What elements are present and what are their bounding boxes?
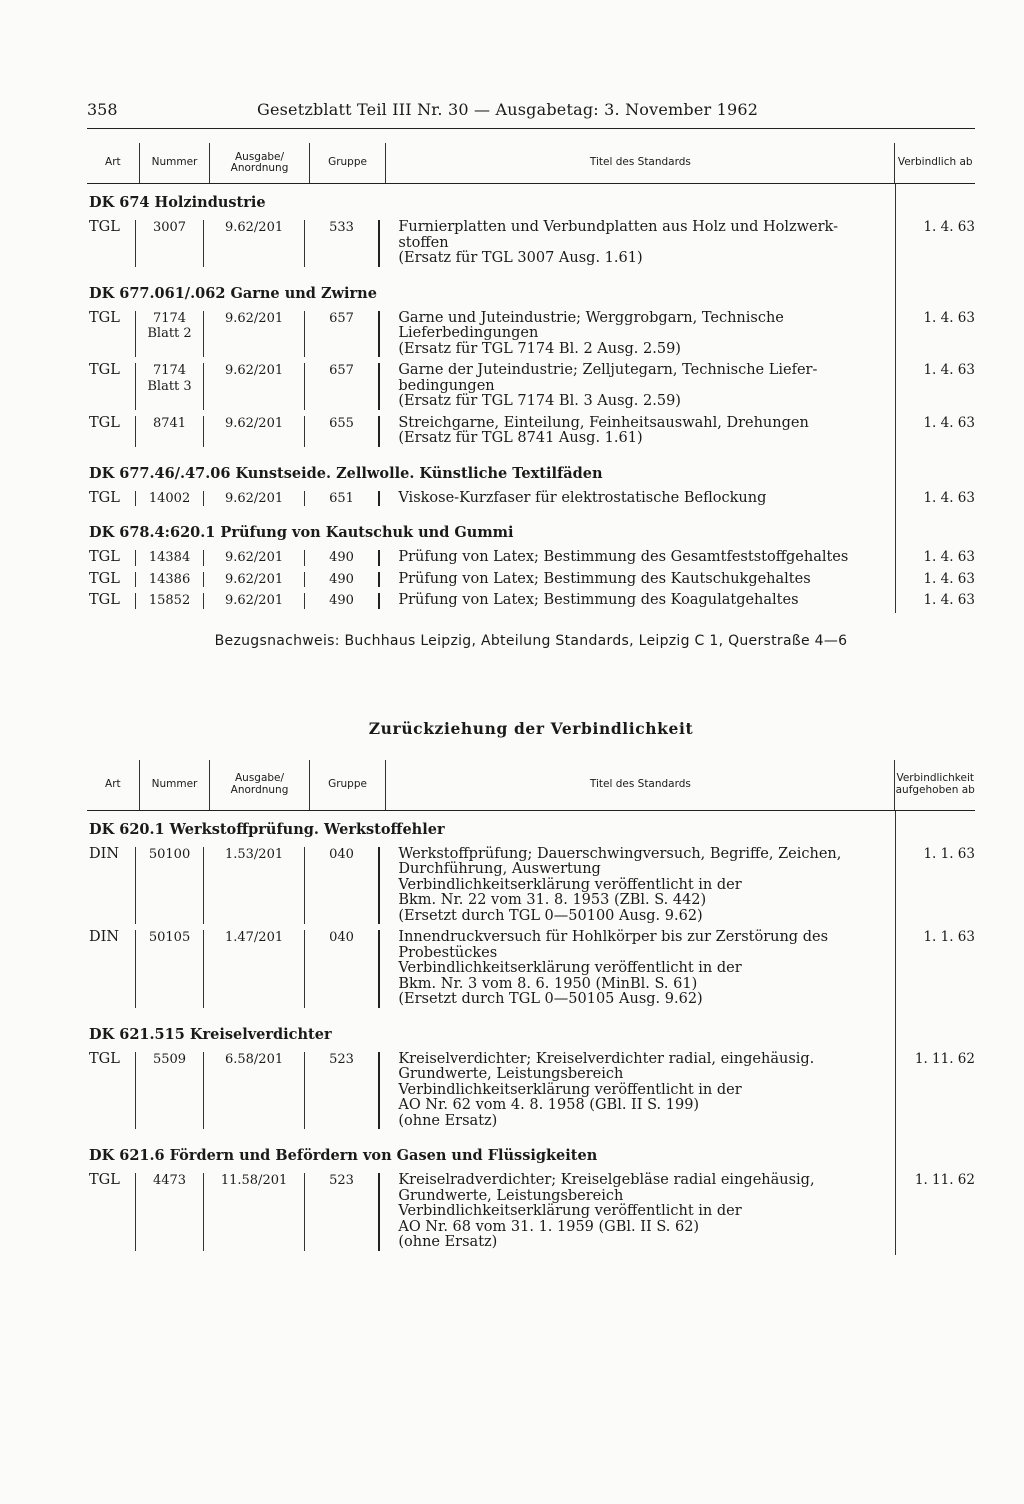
cell-datum: 1. 4. 63 [923,309,975,326]
cell-art: TGL [89,570,120,587]
cell-art: DIN [89,929,120,945]
cell-ausgabe: 11.58/201 [204,1173,304,1251]
section-title: Zurückziehung der Verbindlichkeit [368,718,694,738]
cell-line: (Ersetzt durch TGL 0—50100 Ausg. 9.62) [398,907,703,924]
cell-line: (Ersatz für TGL 8741 Ausg. 1.61) [398,430,643,446]
cell-line: 14384 [148,550,191,565]
table1-header [87,143,975,184]
cell-ausgabe: 9.62/201 [204,572,304,588]
cell-line: AO Nr. 62 vom 4. 8. 1958 (GBl. II S. 199) [398,1097,700,1113]
cell-line: stoffen [398,234,449,251]
col-verbindlichkeit-aufgehoben: Verbindlichkeit aufgehoben ab [895,772,975,796]
header-title: Gesetzblatt Teil III Nr. 30 — Ausgabetag: 3. November 1962 [257,100,759,119]
cell-art: DIN [89,845,120,862]
cell-line: Verbindlichkeitserklärung veröffentlicht in der [398,876,742,893]
cell-line: Verbindlichkeitserklärung veröffentlicht in der [398,1081,742,1098]
cell-titel [380,572,885,588]
cell-art: TGL [89,489,120,506]
cell-line: Grundwerte, Leistungsbereich [398,1066,624,1082]
cell-line: (Ersatz für TGL 3007 Ausg. 1.61) [398,250,643,266]
cell-titel [380,550,885,566]
table1-body [87,184,975,613]
cell-titel [380,416,885,447]
dk-heading: DK 677.061/.062 Garne und Zwirne [89,284,377,302]
cell-line: 50100 [148,846,191,862]
cell-line: Bkm. Nr. 3 vom 8. 6. 1950 (MinBl. S. 61) [398,975,698,992]
cell-art: TGL [89,1050,120,1067]
table-row [87,591,975,613]
cell-line: 14386 [148,571,191,587]
table-row [87,218,975,271]
cell-line: Garne und Juteindustrie; Werggrobgarn, Technische [398,309,784,326]
cell-ausgabe: 1.47/201 [204,930,304,1008]
cell-datum: 1. 11. 62 [914,1172,975,1188]
cell-nummer [135,930,205,1008]
cell-datum: 1. 1. 63 [923,845,975,862]
cell-line: (Ersetzt durch TGL 0—50105 Ausg. 9.62) [398,991,703,1007]
cell-ausgabe: 9.62/201 [204,593,304,609]
cell-line: Grundwerte, Leistungsbereich [398,1187,624,1204]
cell-line: Garne der Juteindustrie; Zelljutegarn, Technische Liefer- [398,362,818,378]
cell-line: Viskose-Kurzfaser für elektrostatische Beflockung [398,489,767,506]
cell-datum: 1. 4. 63 [923,489,975,506]
cell-ausgabe: 6.58/201 [204,1052,304,1130]
cell-gruppe: 040 [305,847,381,925]
cell-titel [380,311,885,358]
cell-ausgabe: 9.62/201 [204,311,304,358]
cell-line: Verbindlichkeitserklärung veröffentlicht in der [398,960,742,976]
cell-line: Bkm. Nr. 22 vom 31. 8. 1953 (ZBl. S. 442) [398,892,707,908]
table-row [87,309,975,362]
dk-heading: DK 678.4:620.1 Prüfung von Kautschuk und Gummi [89,524,514,541]
cell-datum: 1. 4. 63 [923,549,975,565]
dk-heading: DK 621.515 Kreiselverdichter [89,1025,332,1043]
cell-nummer [135,363,205,410]
dk-heading: DK 674 Holzindustrie [89,194,266,211]
col-art: Art [87,760,140,810]
cell-titel [380,593,885,609]
cell-gruppe: 657 [305,311,381,358]
cell-art: TGL [89,592,120,608]
cell-ausgabe: 9.62/201 [204,363,304,410]
cell-line: Prüfung von Latex; Bestimmung des Gesamtfeststoffgehaltes [398,549,849,565]
cell-titel [380,363,885,410]
cell-nummer [135,550,205,566]
cell-datum: 1. 4. 63 [923,592,975,608]
cell-titel [380,1052,885,1130]
cell-line: 14002 [148,490,191,506]
table-row [87,414,975,451]
cell-titel [380,1173,885,1251]
cell-art: TGL [89,309,120,326]
cell-gruppe: 490 [305,550,381,566]
cell-line: Kreiselradverdichter; Kreiselgebläse radial eingehäusig, [398,1172,815,1188]
col-nummer: Nummer [140,760,211,810]
cell-datum: 1. 4. 63 [923,219,975,235]
cell-line: AO Nr. 68 vom 31. 1. 1959 (GBl. II S. 62) [398,1218,700,1235]
cell-line: Probestückes [398,944,498,961]
col-gruppe: Gruppe [310,760,387,810]
cell-datum: 1. 11. 62 [914,1050,975,1067]
cell-datum: 1. 4. 63 [923,414,975,431]
cell-gruppe: 523 [305,1052,381,1130]
cell-line: Prüfung von Latex; Bestimmung des Koagulatgehaltes [398,592,799,608]
cell-nummer [135,220,205,267]
cell-line: Werkstoffprüfung; Dauerschwingversuch, Begriffe, Zeichen, [398,845,842,862]
cell-line: bedingungen [398,377,495,394]
cell-ausgabe: 9.62/201 [204,550,304,566]
table-row [87,489,975,511]
cell-line: 3007 [152,220,187,235]
table-row [87,570,975,592]
cell-line: 7174 [152,363,187,378]
col-titel: Titel des Standards [386,143,895,183]
cell-line: (Ersatz für TGL 7174 Bl. 2 Ausg. 2.59) [398,340,681,357]
cell-art: TGL [89,549,120,565]
dk-heading: DK 620.1 Werkstoffprüfung. Werkstoffehler [89,820,445,838]
cell-line: Blatt 3 [147,378,192,394]
table-row [87,928,975,1012]
cell-titel [380,220,885,267]
cell-nummer [135,847,205,925]
cell-line: 50105 [148,930,191,945]
col-art: Art [87,143,140,183]
cell-line: 7174 [152,310,187,326]
cell-art: TGL [89,1172,120,1188]
col-titel: Titel des Standards [386,760,895,810]
cell-line: 5509 [152,1051,187,1067]
cell-ausgabe: 9.62/201 [204,416,304,447]
cell-gruppe: 040 [305,930,381,1008]
cell-line: (Ersatz für TGL 7174 Bl. 3 Ausg. 2.59) [398,393,681,409]
cell-line: (ohne Ersatz) [398,1112,498,1129]
cell-gruppe: 523 [305,1173,381,1251]
table-row [87,548,975,570]
col-ausgabe: Ausgabe/ Anordnung [210,760,309,810]
cell-nummer [135,491,205,507]
cell-datum: 1. 4. 63 [923,570,975,587]
cell-ausgabe: 9.62/201 [204,491,304,507]
table-row [87,845,975,929]
cell-line: Furnierplatten und Verbundplatten aus Holz und Holzwerk- [398,219,838,235]
table2-header [87,760,975,811]
cell-line: Kreiselverdichter; Kreiselverdichter radial, eingehäusig. [398,1050,815,1067]
cell-line: 15852 [148,593,191,608]
cell-line: Innendruckversuch für Hohlkörper bis zur Zerstörung des [398,929,829,945]
cell-gruppe: 490 [305,593,381,609]
cell-line: 4473 [152,1173,187,1188]
table-row [87,361,975,414]
cell-art: TGL [89,362,120,378]
cell-ausgabe: 9.62/201 [204,220,304,267]
cell-line: 8741 [152,415,187,431]
cell-line: Blatt 2 [147,326,192,341]
cell-titel [380,847,885,925]
col-ausgabe: Ausgabe/ Anordnung [210,143,309,183]
cell-gruppe: 651 [305,491,381,507]
col-gruppe: Gruppe [310,143,387,183]
cell-nummer [135,572,205,588]
table-row [87,1171,975,1255]
cell-line: Durchführung, Auswertung [398,861,601,877]
cell-gruppe: 490 [305,572,381,588]
cell-nummer [135,311,205,358]
cell-line: Lieferbedingungen [398,325,539,341]
page-header [87,100,975,129]
cell-datum: 1. 1. 63 [923,929,975,945]
cell-line: Verbindlichkeitserklärung veröffentlicht in der [398,1203,742,1219]
cell-gruppe: 655 [305,416,381,447]
cell-gruppe: 533 [305,220,381,267]
cell-nummer [135,1052,205,1130]
cell-line: Streichgarne, Einteilung, Feinheitsauswahl, Drehungen [398,414,809,431]
dk-heading: DK 677.46/.47.06 Kunstseide. Zellwolle. Künstliche Textilfäden [89,464,603,482]
cell-titel [380,930,885,1008]
page-number: 358 [87,100,118,119]
cell-line: (ohne Ersatz) [398,1234,498,1250]
cell-art: TGL [89,219,120,235]
dk-heading: DK 621.6 Fördern und Befördern von Gasen und Flüssigkeiten [89,1147,598,1164]
reference-note: Bezugsnachweis: Buchhaus Leipzig, Abteilung Standards, Leipzig C 1, Querstraße 4—6 [214,632,848,649]
table-row [87,1050,975,1134]
cell-titel [380,491,885,507]
cell-ausgabe: 1.53/201 [204,847,304,925]
cell-nummer [135,1173,205,1251]
cell-nummer [135,416,205,447]
cell-art: TGL [89,414,120,431]
table2-body [87,811,975,1255]
document-page [87,100,975,1255]
cell-line: Prüfung von Latex; Bestimmung des Kautschukgehaltes [398,570,811,587]
cell-nummer [135,593,205,609]
cell-gruppe: 657 [305,363,381,410]
cell-datum: 1. 4. 63 [923,362,975,378]
col-nummer: Nummer [140,143,211,183]
col-verbindlich: Verbindlich ab [897,156,973,169]
